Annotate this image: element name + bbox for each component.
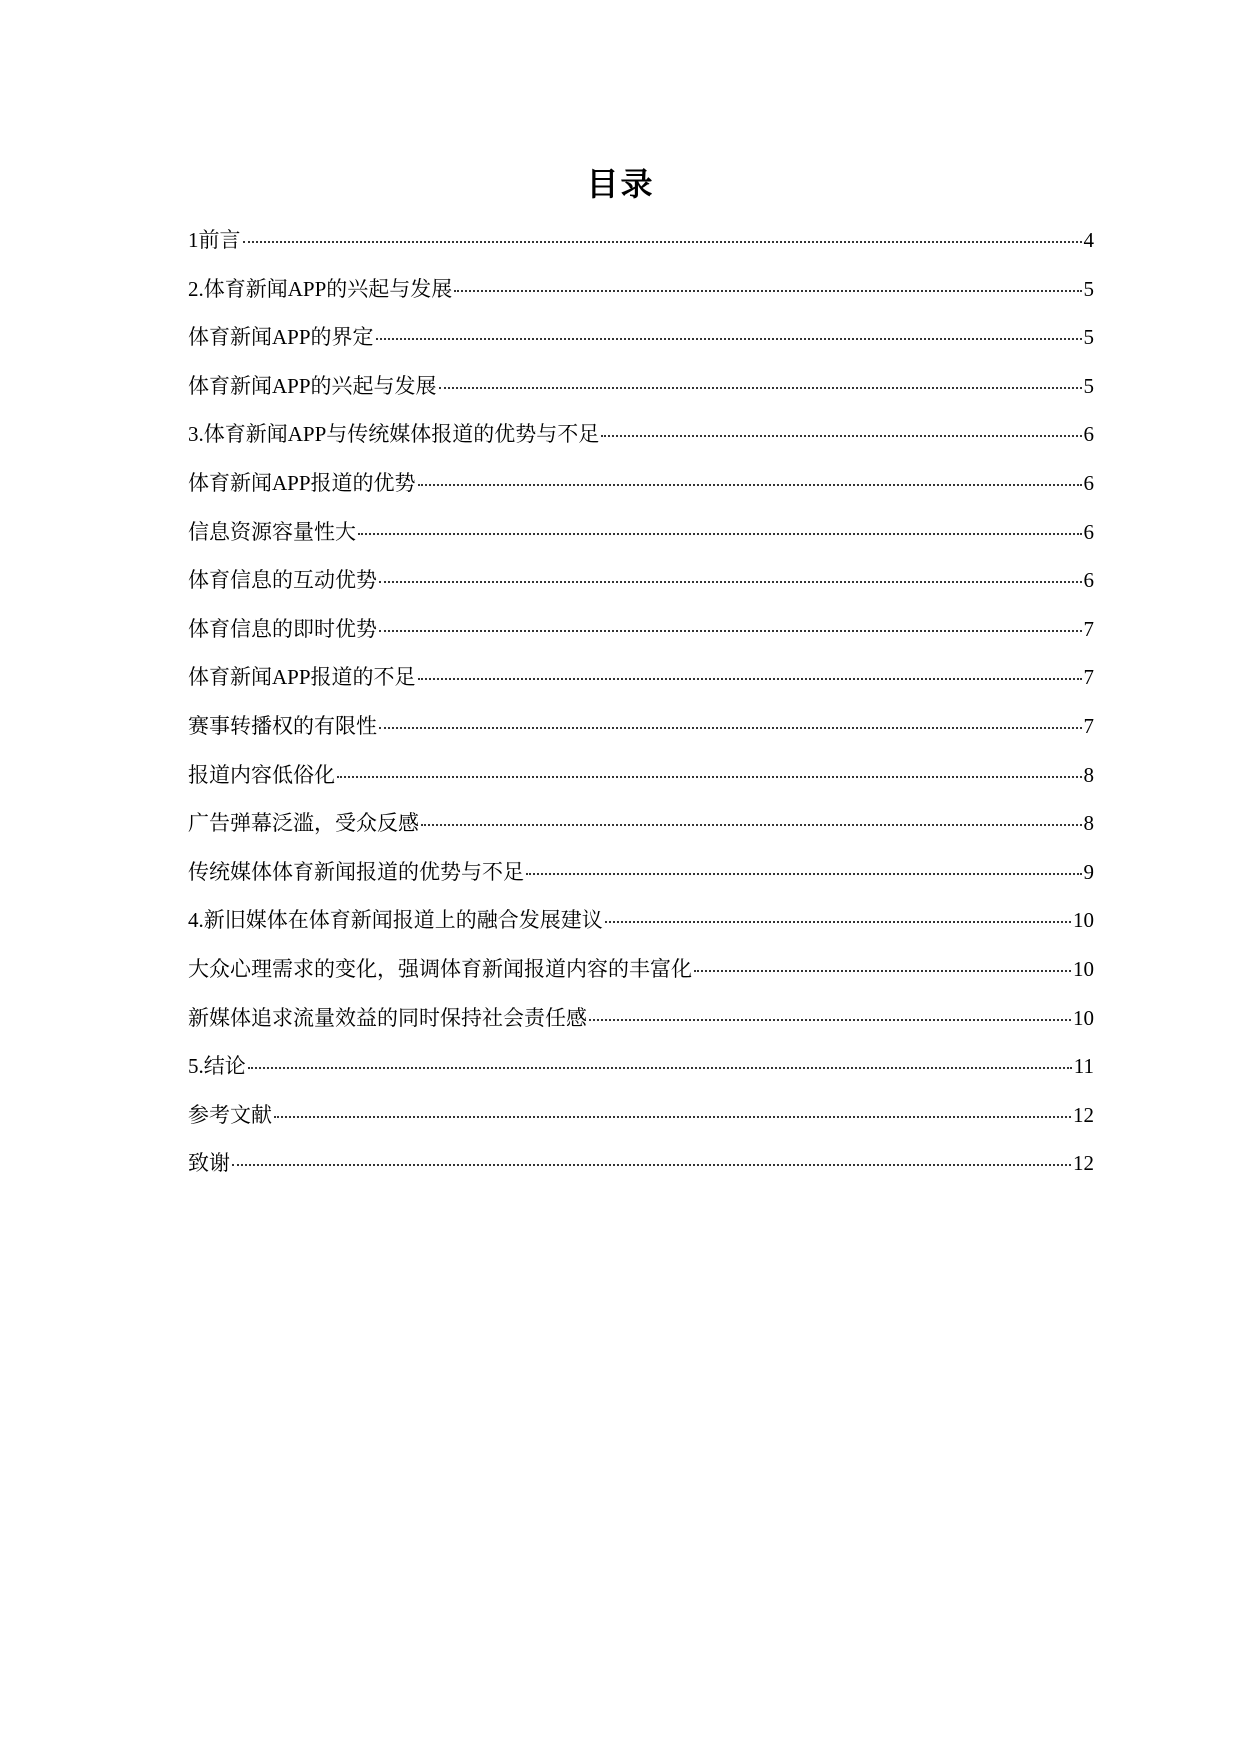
- toc-entry-page-number: 12: [1073, 1102, 1094, 1127]
- toc-entry[interactable]: [188, 1150, 1094, 1199]
- toc-dot-leader: [337, 774, 1082, 778]
- toc-entry-label: 体育新闻APP的兴起与发展: [188, 373, 437, 398]
- toc-entry-page-number: 10: [1073, 956, 1094, 981]
- toc-entry-label: 体育信息的互动优势: [188, 568, 377, 593]
- toc-entry-page-number: 7: [1083, 713, 1094, 738]
- toc-entry-label: 体育新闻APP报道的优势: [188, 470, 416, 495]
- toc-entry-label: 大众心理需求的变化，强调体育新闻报道内容的丰富化: [188, 956, 692, 981]
- table-of-contents: [188, 227, 1094, 1199]
- toc-entry-page-number: 7: [1083, 616, 1094, 641]
- toc-entry-page-number: 5: [1083, 276, 1094, 301]
- toc-entry-label: 2.体育新闻APP的兴起与发展: [188, 276, 453, 301]
- toc-dot-leader: [379, 725, 1082, 729]
- toc-entry[interactable]: [188, 1005, 1094, 1054]
- toc-entry[interactable]: [188, 664, 1094, 713]
- toc-entry-label: 体育信息的即时优势: [188, 616, 377, 641]
- toc-entry-page-number: 6: [1083, 519, 1094, 544]
- toc-dot-leader: [589, 1017, 1071, 1021]
- toc-entry[interactable]: [188, 907, 1094, 956]
- toc-entry[interactable]: [188, 762, 1094, 811]
- toc-dot-leader: [454, 288, 1081, 292]
- toc-entry-label: 报道内容低俗化: [188, 762, 335, 787]
- toc-entry-label: 传统媒体体育新闻报道的优势与不足: [188, 859, 524, 884]
- toc-dot-leader: [421, 822, 1082, 826]
- toc-dot-leader: [232, 1162, 1071, 1166]
- toc-entry-page-number: 9: [1083, 859, 1094, 884]
- toc-entry[interactable]: [188, 276, 1094, 325]
- toc-entry-label: 信息资源容量性大: [188, 519, 356, 544]
- toc-dot-leader: [248, 1065, 1072, 1069]
- toc-entry-label: 新媒体追求流量效益的同时保持社会责任感: [188, 1005, 587, 1030]
- toc-entry-label: 5.结论: [188, 1054, 246, 1079]
- toc-entry[interactable]: [188, 1102, 1094, 1151]
- toc-dot-leader: [376, 336, 1082, 340]
- toc-entry-label: 3.体育新闻APP与传统媒体报道的优势与不足: [188, 422, 600, 447]
- toc-entry-label: 体育新闻APP报道的不足: [188, 665, 416, 690]
- toc-entry-page-number: 5: [1083, 373, 1094, 398]
- toc-dot-leader: [418, 482, 1082, 486]
- toc-entry[interactable]: [188, 1053, 1094, 1102]
- toc-entry-page-number: 10: [1073, 1005, 1094, 1030]
- toc-dot-leader: [418, 676, 1082, 680]
- toc-entry[interactable]: [188, 713, 1094, 762]
- toc-entry-page-number: 6: [1083, 422, 1094, 447]
- toc-entry-label: 广告弹幕泛滥，受众反感: [188, 811, 419, 836]
- toc-entry[interactable]: [188, 567, 1094, 616]
- toc-entry-page-number: 8: [1083, 811, 1094, 836]
- toc-entry-page-number: 8: [1083, 762, 1094, 787]
- toc-entry[interactable]: [188, 956, 1094, 1005]
- toc-dot-leader: [439, 385, 1082, 389]
- toc-entry-page-number: 4: [1083, 228, 1094, 252]
- toc-dot-leader: [379, 579, 1082, 583]
- toc-entry-label: 4.新旧媒体在体育新闻报道上的融合发展建议: [188, 908, 603, 933]
- toc-entry[interactable]: [188, 616, 1094, 665]
- toc-dot-leader: [243, 239, 1082, 243]
- toc-dot-leader: [274, 1114, 1071, 1118]
- toc-entry[interactable]: [188, 227, 1094, 276]
- toc-dot-leader: [694, 968, 1071, 972]
- toc-entry-page-number: 12: [1073, 1151, 1094, 1176]
- toc-dot-leader: [358, 531, 1082, 535]
- page-title: 目录: [586, 166, 655, 202]
- toc-entry[interactable]: [188, 519, 1094, 568]
- toc-entry-page-number: 6: [1083, 568, 1094, 593]
- toc-entry-label: 1前言: [188, 228, 241, 252]
- toc-entry[interactable]: [188, 421, 1094, 470]
- toc-entry-label: 致谢: [188, 1151, 230, 1176]
- toc-dot-leader: [601, 433, 1081, 437]
- toc-dot-leader: [605, 919, 1071, 923]
- toc-entry[interactable]: [188, 373, 1094, 422]
- toc-entry[interactable]: [188, 324, 1094, 373]
- toc-entry-label: 赛事转播权的有限性: [188, 713, 377, 738]
- toc-entry[interactable]: [188, 810, 1094, 859]
- toc-dot-leader: [526, 871, 1082, 875]
- toc-entry-page-number: 10: [1073, 908, 1094, 933]
- toc-dot-leader: [379, 628, 1082, 632]
- toc-entry[interactable]: [188, 470, 1094, 519]
- toc-entry-page-number: 5: [1083, 325, 1094, 350]
- toc-entry-page-number: 11: [1073, 1054, 1094, 1079]
- toc-entry[interactable]: [188, 859, 1094, 908]
- toc-entry-label: 参考文献: [188, 1102, 272, 1127]
- toc-entry-label: 体育新闻APP的界定: [188, 325, 374, 350]
- toc-entry-page-number: 6: [1083, 470, 1094, 495]
- toc-entry-page-number: 7: [1083, 665, 1094, 690]
